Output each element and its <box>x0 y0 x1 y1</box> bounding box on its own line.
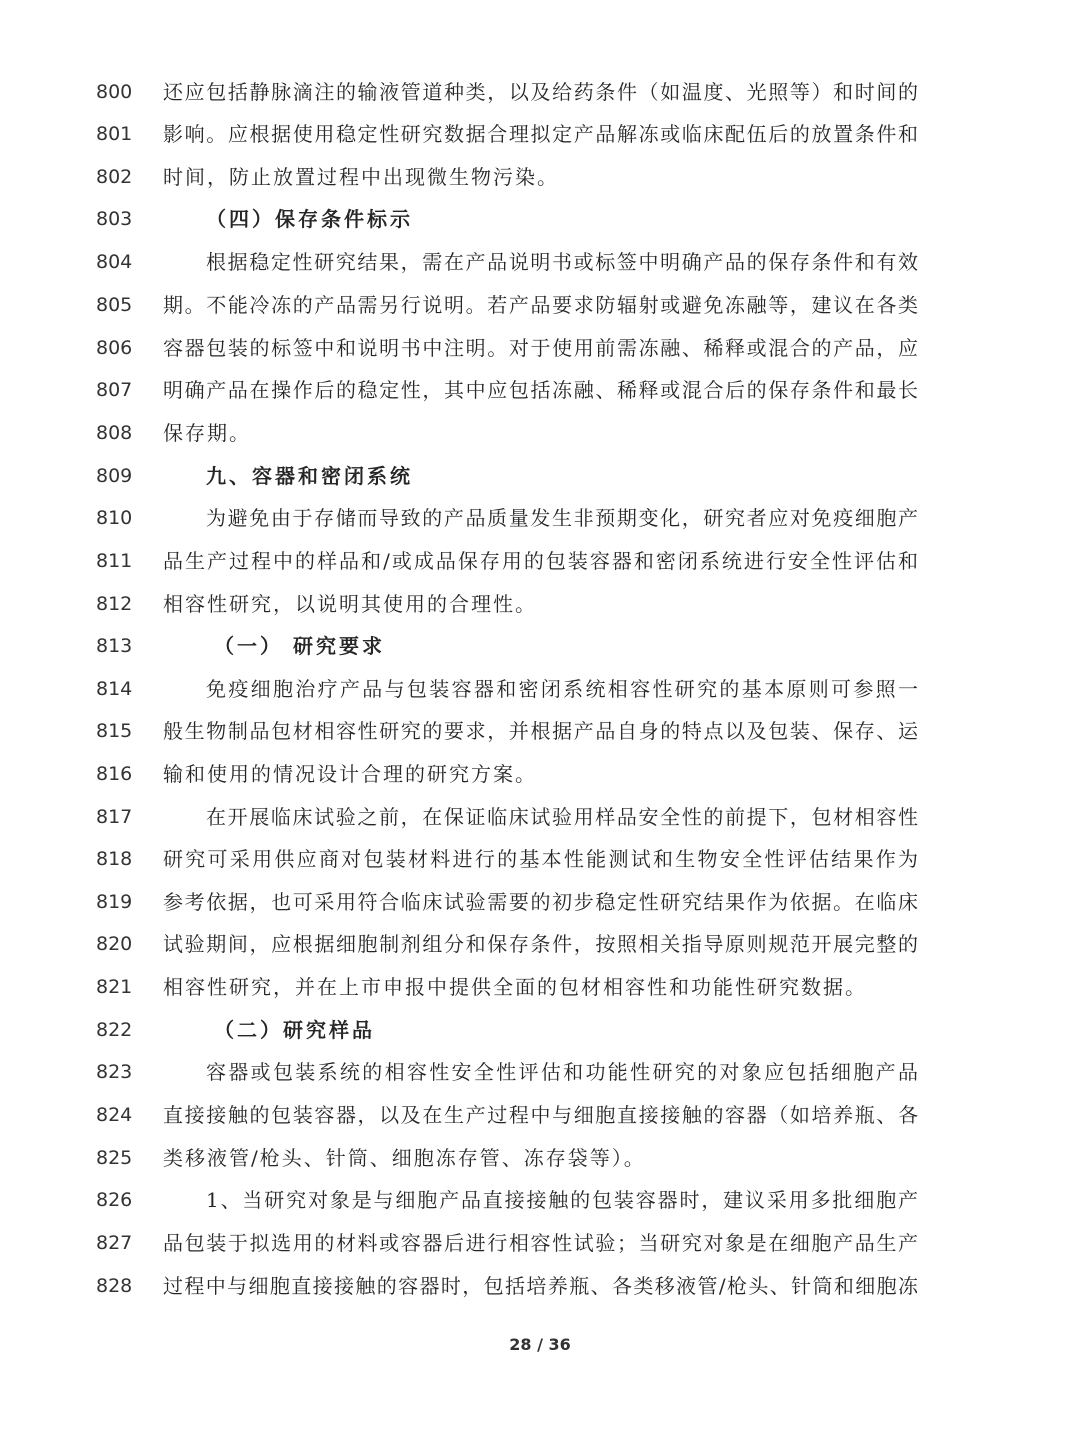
heading-text: （一） 研究要求 <box>214 634 385 658</box>
text-line <box>0 1179 1080 1221</box>
line-number: 827 <box>96 1232 133 1254</box>
line-text: 过程中与细胞直接接触的容器时，包括培养瓶、各类移液管/枪头、针筒和细胞冻 <box>163 1274 918 1298</box>
section-heading <box>0 625 1080 667</box>
line-text: 研究可采用供应商对包装材料进行的基本性能测试和生物安全性评估结果作为 <box>163 847 918 871</box>
line-text: 般生物制品包材相容性研究的要求，并根据产品自身的特点以及包装、保存、运 <box>163 719 918 743</box>
line-text: 为避免由于存储而导致的产品质量发生非预期变化，研究者应对免疫细胞产 <box>206 506 918 530</box>
line-number: 809 <box>96 465 133 487</box>
heading-text: （二）研究样品 <box>214 1018 375 1042</box>
line-number: 804 <box>96 251 133 273</box>
line-number: 815 <box>96 720 133 742</box>
text-line <box>0 881 1080 923</box>
line-text: 输和使用的情况设计合理的研究方案。 <box>163 762 537 786</box>
line-text: 相容性研究，并在上市申报中提供全面的包材相容性和功能性研究数据。 <box>163 975 867 999</box>
line-number: 821 <box>96 976 133 998</box>
line-text: 免疫细胞治疗产品与包装容器和密闭系统相容性研究的基本原则可参照一 <box>206 677 918 701</box>
line-number: 825 <box>96 1147 133 1169</box>
line-text: 1、当研究对象是与细胞产品直接接触的包装容器时，建议采用多批细胞产 <box>206 1188 918 1212</box>
text-line <box>0 1094 1080 1136</box>
section-heading <box>0 198 1080 240</box>
line-text: 直接接触的包装容器，以及在生产过程中与细胞直接接触的容器（如培养瓶、各 <box>163 1103 918 1127</box>
text-line <box>0 1222 1080 1264</box>
text-line <box>0 1137 1080 1179</box>
line-number: 805 <box>96 294 133 316</box>
line-number: 814 <box>96 678 133 700</box>
line-number: 819 <box>96 891 133 913</box>
line-number: 803 <box>96 208 133 230</box>
line-text: 品生产过程中的样品和/或成品保存用的包装容器和密闭系统进行安全性评估和 <box>163 549 918 573</box>
line-number: 812 <box>96 593 133 615</box>
section-heading <box>0 455 1080 497</box>
line-text: 试验期间，应根据细胞制剂组分和保存条件，按照相关指导原则规范开展完整的 <box>163 932 918 956</box>
line-text: 期。不能冷冻的产品需另行说明。若产品要求防辐射或避免冻融等，建议在各类 <box>163 293 918 317</box>
line-number: 828 <box>96 1275 133 1297</box>
line-number: 818 <box>96 848 133 870</box>
text-line <box>0 583 1080 625</box>
text-line <box>0 1051 1080 1093</box>
line-text: 还应包括静脉滴注的输液管道种类，以及给药条件（如温度、光照等）和时间的 <box>163 80 918 104</box>
line-number: 817 <box>96 806 133 828</box>
line-text: 品包装于拟选用的材料或容器后进行相容性试验；当研究对象是在细胞产品生产 <box>163 1231 918 1255</box>
line-text: 容器或包装系统的相容性安全性评估和功能性研究的对象应包括细胞产品 <box>206 1060 918 1084</box>
line-text: 参考依据，也可采用符合临床试验需要的初步稳定性研究结果作为依据。在临床 <box>163 890 918 914</box>
text-line <box>0 710 1080 752</box>
section-heading <box>0 1009 1080 1051</box>
page-number: 28 / 36 <box>509 1335 571 1354</box>
text-line <box>0 71 1080 113</box>
text-line <box>0 497 1080 539</box>
line-number: 826 <box>96 1189 133 1211</box>
text-line <box>0 241 1080 283</box>
line-number: 808 <box>96 422 133 444</box>
text-line <box>0 113 1080 155</box>
line-text: 影响。应根据使用稳定性研究数据合理拟定产品解冻或临床配伍后的放置条件和 <box>163 122 918 146</box>
line-number: 800 <box>96 81 133 103</box>
text-line <box>0 284 1080 326</box>
text-line <box>0 156 1080 198</box>
line-number: 823 <box>96 1061 133 1083</box>
text-line <box>0 796 1080 838</box>
text-line <box>0 753 1080 795</box>
heading-text: 九、容器和密闭系统 <box>206 464 413 488</box>
text-line <box>0 327 1080 369</box>
line-number: 822 <box>96 1019 133 1041</box>
line-text: 类移液管/枪头、针筒、细胞冻存管、冻存袋等）。 <box>163 1146 646 1170</box>
line-text: 保存期。 <box>163 421 251 445</box>
line-text: 在开展临床试验之前，在保证临床试验用样品安全性的前提下，包材相容性 <box>206 805 918 829</box>
text-line <box>0 838 1080 880</box>
text-line <box>0 668 1080 710</box>
heading-text: （四）保存条件标示 <box>206 207 413 231</box>
line-number: 810 <box>96 507 133 529</box>
line-number: 802 <box>96 166 133 188</box>
line-number: 816 <box>96 763 133 785</box>
text-line <box>0 369 1080 411</box>
text-line <box>0 923 1080 965</box>
line-text: 时间，防止放置过程中出现微生物污染。 <box>163 165 559 189</box>
line-text: 明确产品在操作后的稳定性，其中应包括冻融、稀释或混合后的保存条件和最长 <box>163 378 918 402</box>
line-number: 807 <box>96 379 133 401</box>
line-number: 813 <box>96 635 133 657</box>
line-text: 根据稳定性研究结果，需在产品说明书或标签中明确产品的保存条件和有效 <box>206 250 918 274</box>
line-number: 806 <box>96 337 133 359</box>
text-line <box>0 412 1080 454</box>
line-number: 811 <box>96 550 133 572</box>
line-number: 824 <box>96 1104 133 1126</box>
line-number: 801 <box>96 123 133 145</box>
line-text: 容器包装的标签中和说明书中注明。对于使用前需冻融、稀释或混合的产品，应 <box>163 336 918 360</box>
text-line <box>0 966 1080 1008</box>
text-line <box>0 1265 1080 1307</box>
line-number: 820 <box>96 933 133 955</box>
line-text: 相容性研究，以说明其使用的合理性。 <box>163 592 537 616</box>
text-line <box>0 540 1080 582</box>
